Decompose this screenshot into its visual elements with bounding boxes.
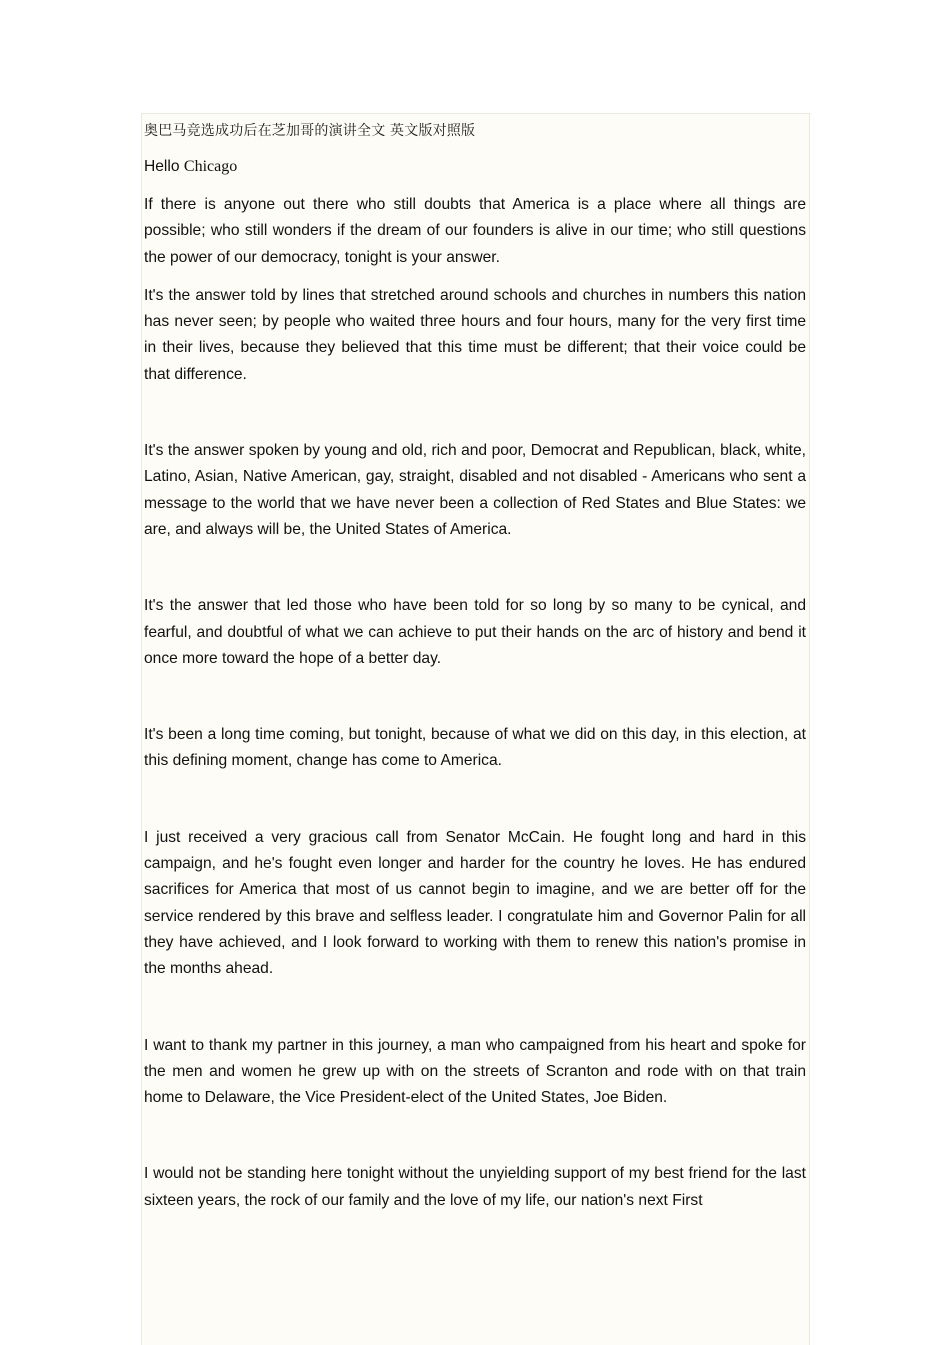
- document-content: [144, 118, 806, 1214]
- paragraph-7: I want to thank my partner in this journey, a man who campaigned from his heart and spoke for the men and women he grew up with on the streets of Scranton and rode with on that train home to Delaware, the Vice President-elect of the United States, Joe Biden.: [144, 1036, 806, 1107]
- paragraph-4: It's the answer that led those who have been told for so long by so many to be cynical, and fearful, and doubtful of what we can achieve to put their hands on the arc of history and bend it once more toward the hope of a better day.: [144, 597, 806, 667]
- greeting-word: Hello: [144, 158, 180, 175]
- paragraph-6: I just received a very gracious call from Senator McCain. He fought long and hard in this campaign, and he's fought even longer and harder for the country he loves. He has endured sacrifices for America that most of us cannot begin to imagine, and we are better off for the service rendered by this brave and selfless leader. I congratulate him and Governor Palin for all they have achieved, and I look forward to working with them to renew this nation's promise in the months ahead.: [144, 828, 806, 978]
- paragraph-8: I would not be standing here tonight without the unyielding support of my best friend for the last sixteen years, the rock of our family and the love of my life, our nation's next First: [144, 1165, 806, 1209]
- greeting-line: [144, 154, 806, 180]
- paragraph-5: It's been a long time coming, but tonight, because of what we did on this day, in this election, at this defining moment, change has come to America.: [144, 726, 806, 770]
- greeting-place: Chicago: [183, 158, 238, 175]
- paragraph-1: If there is anyone out there who still doubts that America is a place where all things are possible; who still wonders if the dream of our founders is alive in our time; who still questions the power of our democracy, tonight is your answer.: [144, 196, 806, 266]
- paragraph-3: It's the answer spoken by young and old, rich and poor, Democrat and Republican, black, white, Latino, Asian, Native American, gay, straight, disabled and not disabled - Americans who sent a message to the world that we have never been a collection of Red States and Blue States: we are, and always will be, the United States of America.: [144, 442, 806, 538]
- document-title: 奥巴马竞选成功后在芝加哥的演讲全文 英文版对照版: [144, 123, 476, 139]
- paragraph-2: It's the answer told by lines that stretched around schools and churches in numbers this nation has never seen; by people who waited three hours and four hours, many for the very first time in their lives, because they believed that this time must be different; that their voice could be that difference.: [144, 286, 806, 383]
